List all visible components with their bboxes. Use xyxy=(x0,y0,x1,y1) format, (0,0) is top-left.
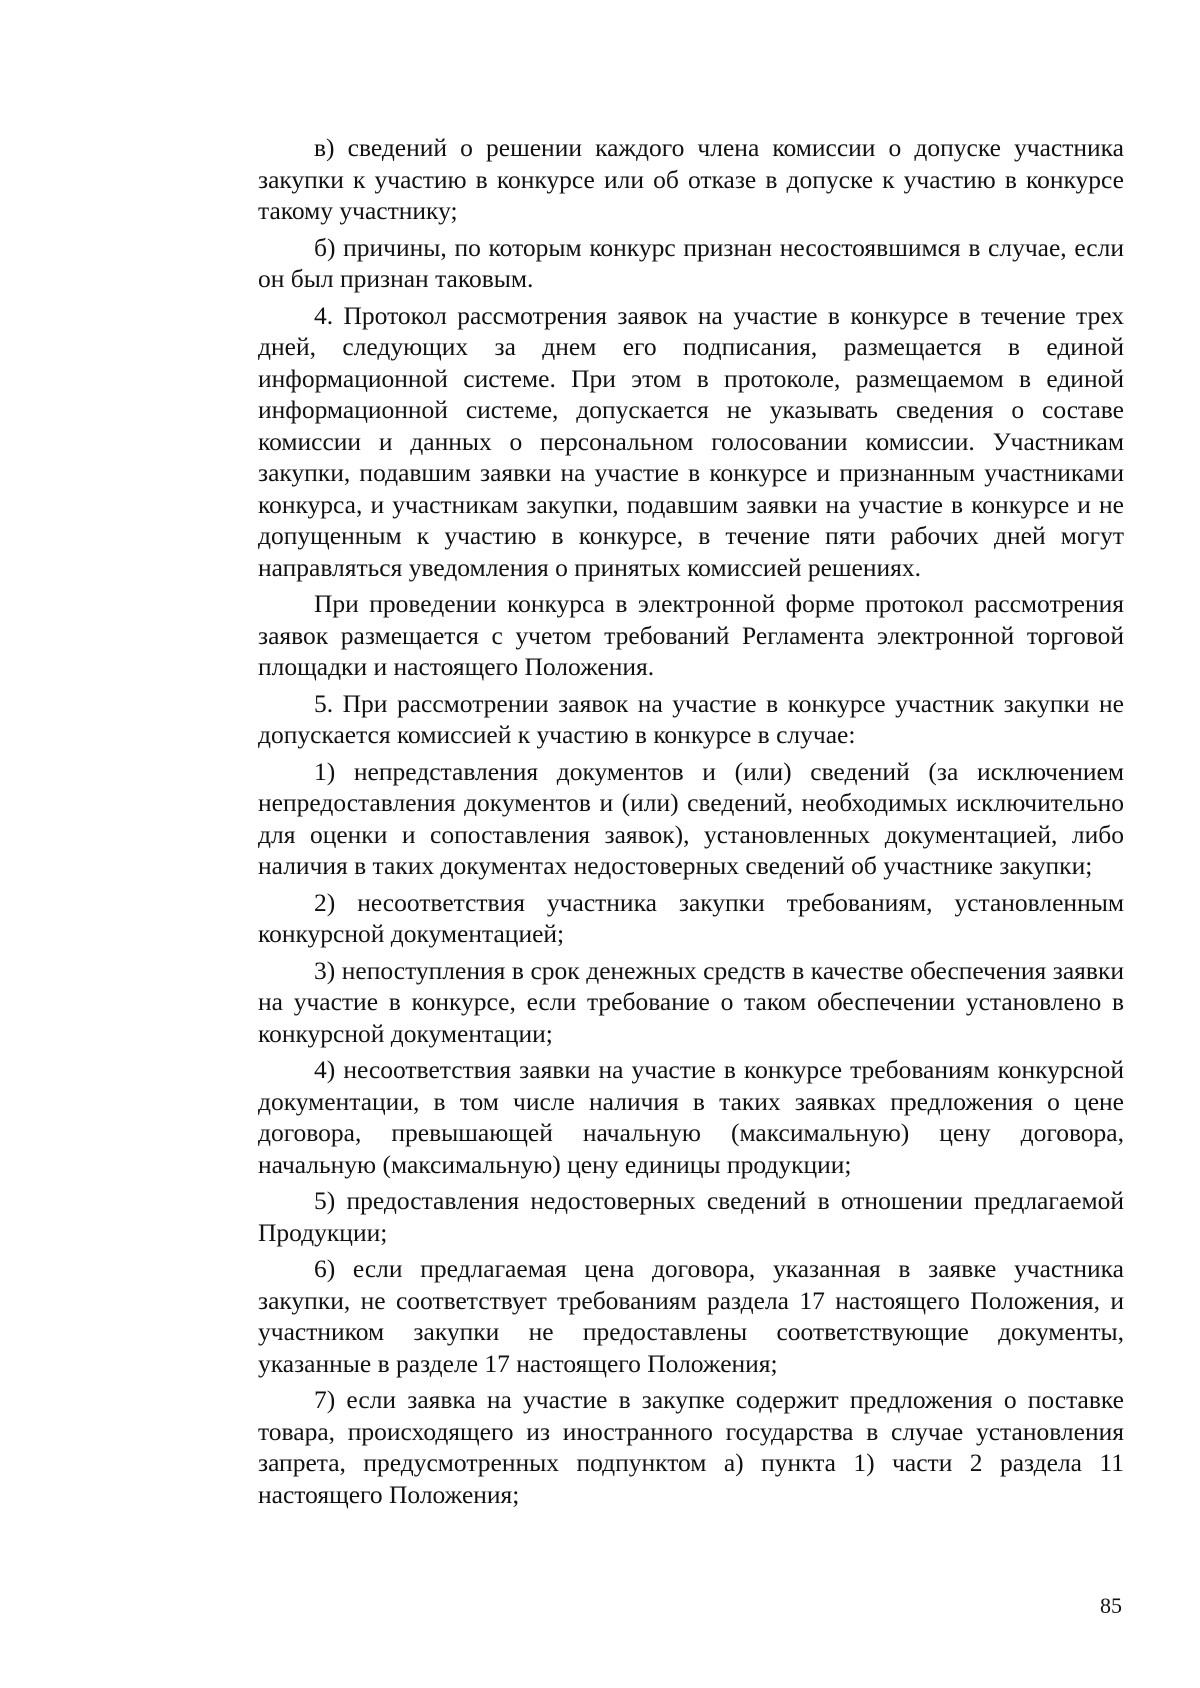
paragraph-4-protocol-publication: 4. Протокол рассмотрения заявок на участие в конкурсе в течение трех дней, следующих за днем его подписания, размещается в единой информационной системе. При этом в протоколе, размещаемом в единой информационной системе, допускается не указывать сведения о составе комиссии и данных о персональном голосовании комиссии. Участникам закупки, подавшим заявки на участие в конкурсе и признанным участниками конкурса, и участникам закупки, подавшим заявки на участие в конкурсе и не допущенным к участию в конкурсе, в течение пяти рабочих дней могут направляться уведомления о принятых комиссией решениях. xyxy=(258,300,1124,582)
list-item-2: 2) несоответствия участника закупки требованиям, установленным конкурсной документацией; xyxy=(258,887,1124,948)
list-item-1: 1) непредставления документов и (или) сведений (за исключением непредоставления документов и (или) сведений, необходимых исключительно для оценки и сопоставления заявок), установленных документацией, либо наличия в таких документах недостоверных сведений об участнике закупки; xyxy=(258,756,1124,880)
list-item-7: 7) если заявка на участие в закупке содержит предложения о поставке товара, происходящего из иностранного государства в случае установления запрета, предусмотренных подпунктом а) пункта 1) части 2 раздела 11 настоящего Положения; xyxy=(258,1385,1124,1509)
list-item-6: 6) если предлагаемая цена договора, указанная в заявке участника закупки, не соответствует требованиям раздела 17 настоящего Положения, и участником закупки не предоставлены соответствующие документы, указанные в разделе 17 настоящего Положения; xyxy=(258,1254,1124,1378)
document-body xyxy=(258,132,1124,1515)
paragraph-electronic-form: При проведении конкурса в электронной форме протокол рассмотрения заявок размещается с учетом требований Регламента электронной торговой площадки и настоящего Положения. xyxy=(258,589,1124,681)
list-item-3: 3) непоступления в срок денежных средств в качестве обеспечения заявки на участие в конкурсе, если требование о таком обеспечении установлено в конкурсной документации; xyxy=(258,955,1124,1048)
paragraph-5-rejection-grounds: 5. При рассмотрении заявок на участие в конкурсе участник закупки не допускается комиссией к участию в конкурсе в случае: xyxy=(258,688,1124,749)
list-item-5: 5) предоставления недостоверных сведений в отношении предлагаемой Продукции; xyxy=(258,1186,1124,1247)
page-number: 85 xyxy=(1100,1593,1122,1618)
paragraph-b-failure-reasons: б) причины, по которым конкурс признан несостоявшимся в случае, если он был признан таковым. xyxy=(258,232,1124,293)
list-item-4: 4) несоответствия заявки на участие в конкурсе требованиям конкурсной документации, в том числе наличия в таких заявках предложения о цене договора, превышающей начальную (максимальную) цену договора, начальную (максимальную) цену единицы продукции; xyxy=(258,1055,1124,1179)
paragraph-v-decision-info: в) сведений о решении каждого члена комиссии о допуске участника закупки к участию в конкурсе или об отказе в допуске к участию в конкурсе такому участнику; xyxy=(258,133,1124,225)
